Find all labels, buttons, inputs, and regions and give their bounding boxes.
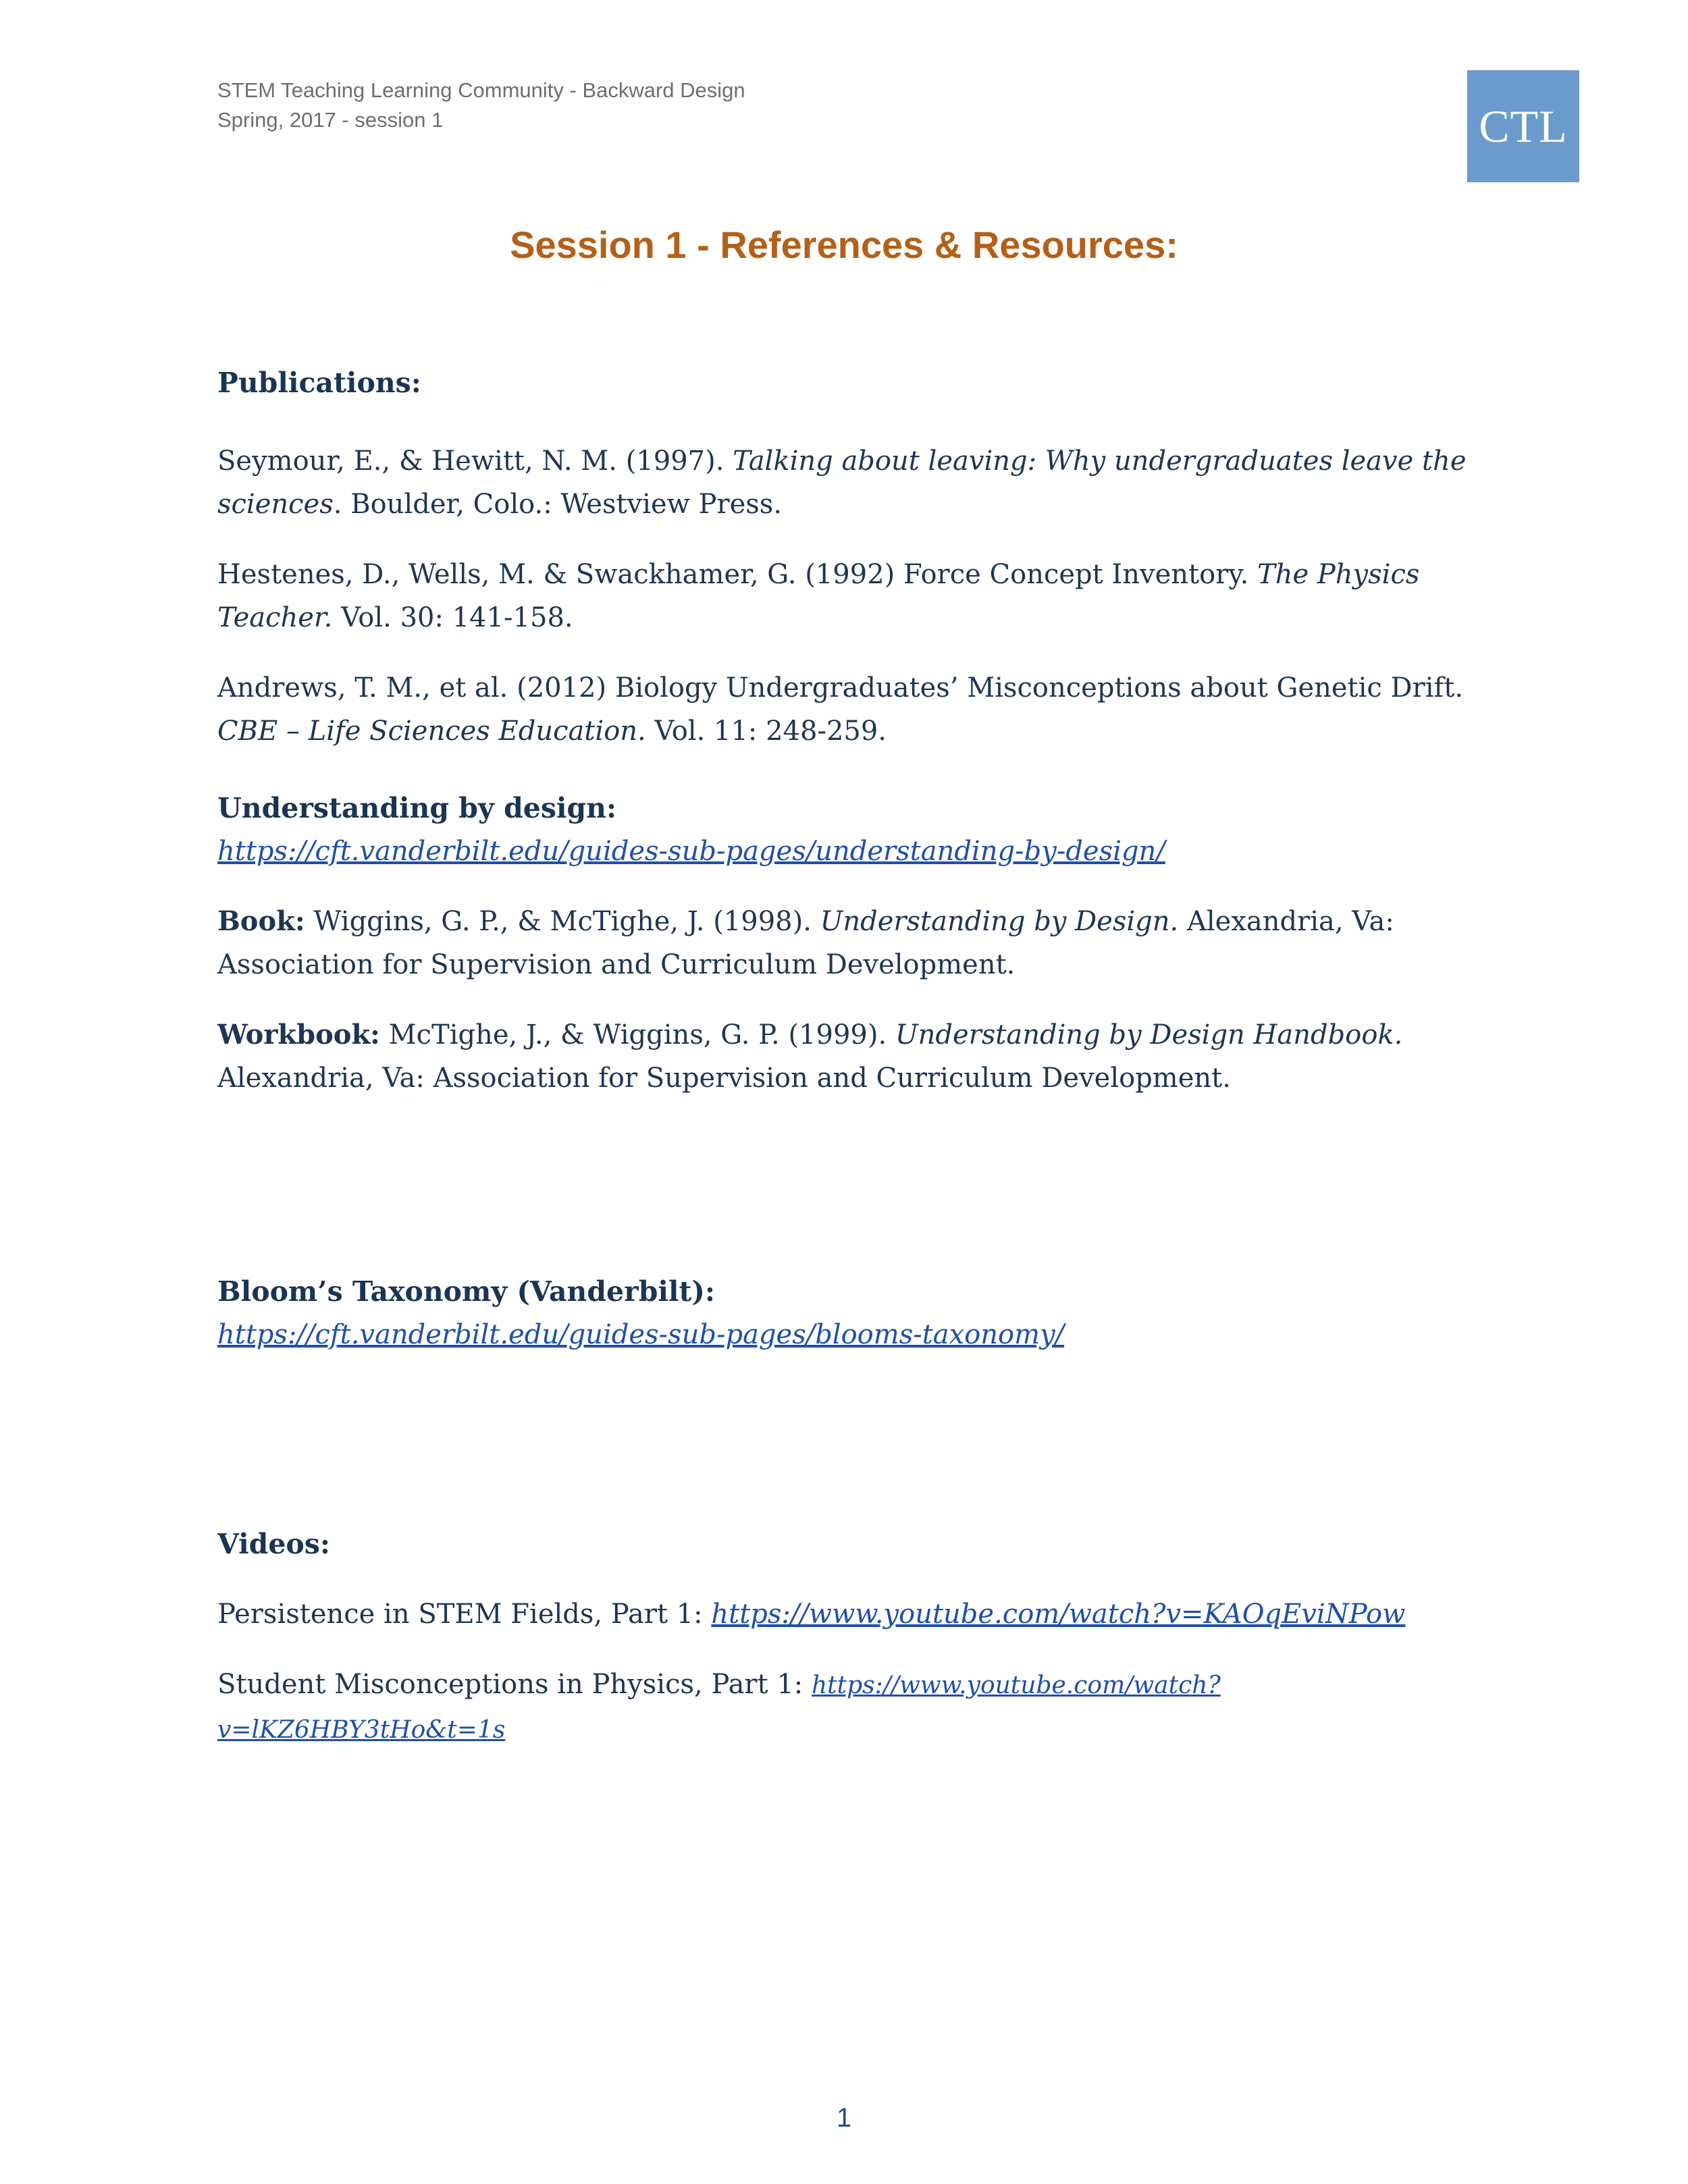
reference-authors: Andrews, T. M., et al. (2012) Biology Undergraduates’ Misconceptions about Genetic Drift. — [217, 672, 1464, 703]
reference-details: Alexandria, Va: Association for Supervision and Curriculum Development. — [217, 906, 1394, 980]
reference-title: CBE – Life Sciences Education. — [217, 716, 646, 747]
reference-title: The Physics Teacher. — [217, 559, 1420, 633]
reference-details: Alexandria, Va: Association for Supervision and Curriculum Development. — [217, 1063, 1231, 1094]
header-line-1: STEM Teaching Learning Community - Backward Design — [217, 78, 745, 102]
ubd-heading: Understanding by design: — [217, 792, 617, 824]
workbook-label: Workbook: — [217, 1019, 380, 1050]
reference-authors: McTighe, J., & Wiggins, G. P. (1999). — [379, 1019, 895, 1050]
ctl-logo: CTL — [1467, 70, 1579, 182]
video-item — [217, 1593, 1500, 1636]
reference-title: Understanding by Design Handbook. — [895, 1019, 1403, 1050]
reference-details: . Boulder, Colo.: Westview Press. — [333, 489, 783, 520]
video-link[interactable]: https://www.youtube.com/watch?v=KAOqEviNPow — [711, 1599, 1406, 1630]
reference-details: Vol. 30: 141-158. — [332, 602, 573, 633]
page-number: 1 — [836, 2103, 852, 2133]
book-label: Book: — [217, 905, 305, 937]
publications-heading: Publications: — [217, 367, 421, 399]
reference-item — [217, 666, 1500, 753]
blooms-heading: Bloom’s Taxonomy (Vanderbilt): — [217, 1275, 715, 1308]
reference-authors: Seymour, E., & Hewitt, N. M. (1997). — [217, 446, 733, 477]
video-label: Student Misconceptions in Physics, Part 1: — [217, 1669, 812, 1700]
workbook-reference — [217, 1013, 1500, 1100]
ubd-link[interactable]: https://cft.vanderbilt.edu/guides-sub-pages/understanding-by-design/ — [217, 836, 1165, 867]
video-label: Persistence in STEM Fields, Part 1: — [217, 1599, 712, 1630]
reference-details: Vol. 11: 248-259. — [645, 716, 887, 747]
video-item — [217, 1663, 1500, 1752]
reference-item — [217, 440, 1500, 526]
reference-authors: Wiggins, G. P., & McTighe, J. (1998). — [305, 906, 820, 937]
page-title: Session 1 - References & Resources: — [510, 223, 1178, 266]
reference-item — [217, 553, 1500, 639]
header-line-2: Spring, 2017 - session 1 — [217, 108, 444, 132]
blooms-link[interactable]: https://cft.vanderbilt.edu/guides-sub-pages/blooms-taxonomy/ — [217, 1319, 1065, 1350]
book-reference — [217, 900, 1500, 986]
reference-authors: Hestenes, D., Wells, M. & Swackhamer, G. (1992) Force Concept Inventory. — [217, 559, 1258, 590]
reference-title: Understanding by Design. — [820, 906, 1179, 937]
page-header — [217, 76, 745, 135]
document-body — [217, 361, 1500, 1779]
videos-heading: Videos: — [217, 1528, 330, 1560]
video-link[interactable]: https://www.youtube.com/watch?v=lKZ6HBY3tHo&t=1s — [217, 1672, 1221, 1744]
reference-title: Talking about leaving: Why undergraduates leave the sciences — [217, 446, 1467, 520]
